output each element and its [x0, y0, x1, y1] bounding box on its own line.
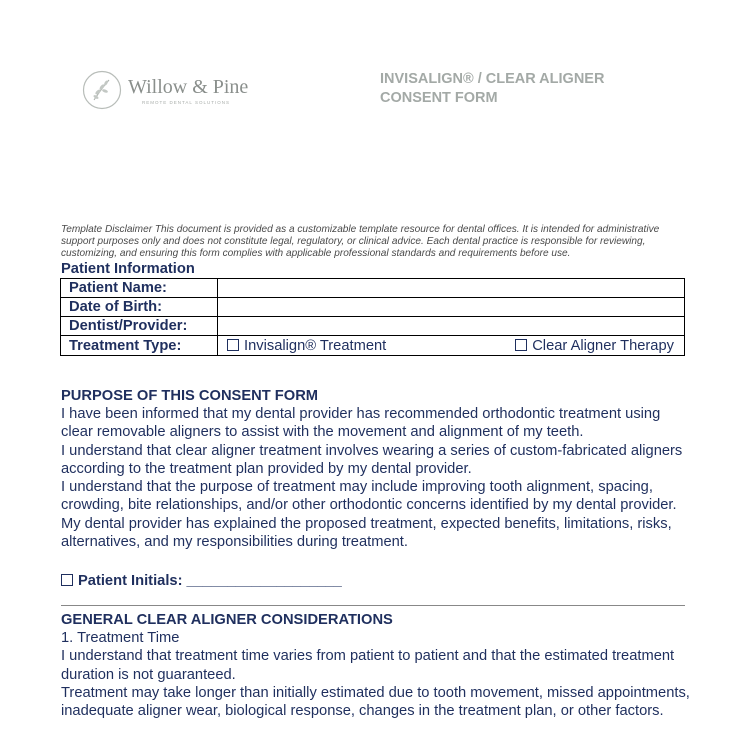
- template-disclaimer: Template Disclaimer This document is provided as a customizable template resource for dental offices. It is intended for administrative support purposes only and does not constitute legal, regulatory, or clinical advice. Each dental practice is responsible for reviewing, customizing, and ensuring this form complies with applicable professional standards and requirements before use.: [61, 224, 660, 259]
- patient-info-heading: Patient Information: [61, 261, 195, 277]
- dentist-provider-label: Dentist/Provider:: [61, 317, 218, 336]
- purpose-body: [61, 405, 691, 551]
- checkbox-icon[interactable]: [227, 339, 239, 351]
- general-paragraph: Treatment may take longer than initially estimated due to tooth movement, missed appointments, inadequate aligner wear, biological response, changes in the treatment plan, or other factors.: [61, 684, 690, 720]
- checkbox-icon[interactable]: [515, 339, 527, 351]
- patient-name-field[interactable]: [218, 279, 685, 298]
- date-of-birth-label: Date of Birth:: [61, 298, 218, 317]
- clear-aligner-option[interactable]: [515, 338, 674, 354]
- general-paragraph: I understand that treatment time varies from patient to patient and that the estimated treatment duration is not guaranteed.: [61, 648, 675, 683]
- clear-aligner-option-label: Clear Aligner Therapy: [532, 337, 674, 354]
- table-row: [61, 279, 685, 298]
- purpose-paragraph: I understand that the purpose of treatment may include improving tooth alignment, spacing, crowding, bite relationships, and/or other orthodontic concerns identified by my dental provider.: [61, 479, 677, 514]
- treatment-type-label: Treatment Type:: [61, 336, 218, 356]
- invisalign-option[interactable]: [227, 338, 386, 354]
- purpose-paragraph: I have been informed that my dental provider has recommended orthodontic treatment using clear removable aligners to assist with the movement and alignment of my teeth.: [61, 406, 661, 441]
- patient-name-label: Patient Name:: [61, 279, 218, 298]
- patient-info-table: [60, 278, 685, 356]
- table-row: [61, 336, 685, 356]
- purpose-heading: PURPOSE OF THIS CONSENT FORM: [61, 388, 319, 404]
- checkbox-icon[interactable]: [61, 574, 73, 586]
- invisalign-option-label: Invisalign® Treatment: [244, 337, 387, 354]
- general-body: [61, 629, 691, 720]
- general-heading: GENERAL CLEAR ALIGNER CONSIDERATIONS: [61, 612, 393, 628]
- purpose-paragraph: I understand that clear aligner treatment involves wearing a series of custom-fabricated aligners according to the treatment plan provided by my dental provider.: [61, 442, 683, 477]
- form-title-line2: CONSENT FORM: [380, 90, 498, 106]
- treatment-type-options: [218, 336, 685, 356]
- leaf-emblem-icon: [82, 70, 122, 110]
- section-divider: [61, 605, 685, 606]
- logo-tagline: REMOTE DENTAL SOLUTIONS: [142, 100, 231, 105]
- table-row: [61, 317, 685, 336]
- purpose-paragraph: My dental provider has explained the proposed treatment, expected benefits, limitations, risks, alternatives, and my responsibilities during treatment.: [61, 515, 672, 551]
- logo-name: Willow & Pine: [128, 76, 249, 98]
- practice-logo: [82, 70, 262, 114]
- date-of-birth-field[interactable]: [218, 298, 685, 317]
- patient-initials-label[interactable]: Patient Initials: ___________________: [78, 573, 342, 589]
- form-title-line1: INVISALIGN® / CLEAR ALIGNER: [380, 71, 605, 87]
- patient-initials-line: [61, 573, 342, 589]
- treatment-time-subheading: 1. Treatment Time: [61, 630, 180, 646]
- table-row: [61, 298, 685, 317]
- form-title: [380, 70, 604, 108]
- dentist-provider-field[interactable]: [218, 317, 685, 336]
